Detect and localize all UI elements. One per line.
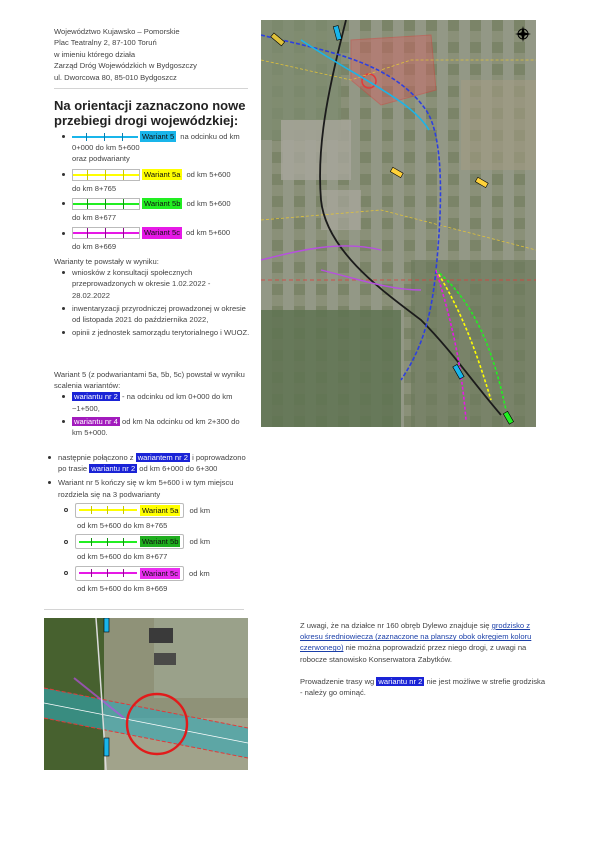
bullet [62, 202, 65, 205]
bullet [62, 232, 65, 235]
variant-label: Wariant 5b [142, 537, 179, 547]
address-line: Zarząd Dróg Wojewódzkich w Bydgoszczy [54, 61, 197, 71]
aerial-map [261, 20, 536, 427]
line-symbol-magenta-icon [75, 566, 184, 581]
list-item [62, 327, 250, 338]
bullet [64, 571, 68, 575]
text: i poprowadzono po trasie [58, 453, 246, 474]
bullet [62, 271, 65, 274]
address-line: w imieniu którego działa [54, 49, 136, 59]
list-item [62, 267, 250, 301]
variant-desc-start: od km [189, 568, 210, 578]
bullet [64, 540, 68, 544]
variant-desc: od km 5+600 [186, 170, 231, 179]
address-line: Województwo Kujawsko – Pomorskie [54, 27, 180, 36]
address-line: ul. Dworcowa 80, 85-010 Bydgoszcz [54, 72, 177, 82]
bullet [62, 307, 65, 310]
grodzisko-link[interactable]: grodzisko z okresu średniowiecza (zaznaczone na planszy obok okręgiem koloru czerwonego) [300, 621, 532, 653]
subvariant-list [64, 503, 248, 594]
list-item-text: opinii z jednostek samorządu terytorialnego i WUOZ. [72, 328, 250, 338]
subvariant-5a [64, 503, 248, 531]
legend-item-wariant-5b [62, 198, 258, 223]
variant-desc: od km 5+600 [186, 228, 231, 238]
text: od km Na odcinku od km 2+300 do km 5+000. [72, 416, 240, 438]
line-symbol-green-icon [72, 198, 140, 210]
highlight-wariant-2: wariantu nr 2 [91, 464, 136, 474]
variant-desc: od km 5+600 do km 8+669 [77, 583, 168, 593]
connection-section [48, 452, 248, 594]
address-line: Plac Teatralny 2, 87-100 Toruń [54, 38, 157, 48]
list-item-text: wniosków z konsultacji społecznych przeprowadzonych w okresie 1.02.2022 - 28.02.2022 [72, 268, 211, 300]
variant-label: Wariant 5c [142, 568, 179, 578]
variant-desc: od km 5+600 do km 8+677 [77, 552, 168, 562]
text: nie można poprowadzić przez niego drogi, z uwagi na robocze stanowisko Konserwatora Zabytków. [300, 643, 527, 664]
merge-section [54, 369, 250, 438]
line-symbol-green-icon [75, 534, 184, 549]
variant-desc: na odcinku od km [180, 132, 240, 141]
bullet [48, 481, 51, 484]
address-block [54, 26, 197, 83]
variant-label: Wariant 5a [144, 170, 181, 179]
origin-section [54, 256, 250, 338]
line-symbol-yellow-icon [75, 503, 184, 518]
highlight-wariant-4: wariantu nr 4 [74, 416, 118, 426]
text: następnie połączono z [58, 453, 134, 462]
list-item-text [58, 452, 248, 474]
variant-legend [62, 131, 258, 252]
page-title: Na orientacji zaznaczono nowe przebiegi drogi wojewódzkiej: [54, 98, 246, 128]
text: Prowadzenie trasy wg [300, 676, 375, 686]
list-item [62, 303, 250, 325]
note-paragraph [300, 620, 548, 665]
list-item-text [72, 416, 250, 438]
subvariant-5c [64, 566, 248, 594]
list-item-text [72, 391, 250, 413]
legend-item-wariant-5c [62, 227, 258, 252]
highlight-wariant-2: wariantu nr 2 [378, 676, 423, 686]
legend-item-wariant-5 [62, 131, 258, 165]
variant-desc: do km 8+669 [72, 242, 117, 252]
divider [54, 88, 248, 89]
variant-desc: 0+000 do km 5+600 [72, 143, 140, 153]
variant-desc-start: od km [189, 537, 211, 547]
bullet [62, 173, 65, 176]
text: Z uwagi, że na działce nr 160 obręb Dylewo znajduje się [300, 621, 490, 630]
merge-intro: Wariant 5 (z podwariantami 5a, 5b, 5c) powstał w wyniku scalenia wariantów: [54, 370, 245, 391]
bullet [64, 508, 68, 512]
bullet [62, 420, 65, 423]
list-item [62, 391, 250, 413]
bullet [48, 456, 51, 459]
line-symbol-magenta-icon [72, 227, 140, 239]
text: - na odcinku od km 0+000 do km ~1+500, [72, 392, 233, 413]
text: nie jest możliwe w strefie grodziska - należy go ominąć. [300, 676, 546, 698]
text: od km 6+000 do 6+300 [139, 464, 218, 474]
bullet [62, 135, 65, 138]
variant-label: Wariant 5 [142, 132, 175, 141]
list-item-text: inwentaryzacji przyrodniczej prowadzonej w okresie od listopada 2021 do października 2022, [72, 303, 246, 325]
line-symbol-blue-icon [72, 133, 138, 141]
highlight-wariant-2: wariantu nr 2 [74, 392, 118, 402]
legend-item-wariant-5a [62, 169, 258, 194]
subvariant-5b [64, 534, 248, 562]
list-item [48, 452, 248, 474]
note-section [300, 620, 548, 698]
detail-map [44, 618, 248, 770]
list-item [62, 416, 250, 438]
variant-label: Wariant 5c [144, 228, 181, 238]
divider [44, 609, 244, 610]
highlight-wariant-2: wariantem nr 2 [137, 453, 188, 462]
variant-label: Wariant 5b [144, 199, 181, 209]
variant-desc: do km 8+765 [72, 183, 117, 193]
list-item [48, 477, 248, 499]
line-symbol-yellow-icon [72, 169, 140, 181]
bullet [62, 331, 65, 334]
bullet [62, 395, 65, 398]
variant-desc: do km 8+677 [72, 212, 117, 222]
note-paragraph [300, 676, 548, 698]
variant-desc-start: od km [189, 505, 211, 515]
list-item-text: Wariant nr 5 kończy się w km 5+600 i w tym miejscu rozdziela się na 3 podwarianty [58, 478, 234, 499]
variant-label: Wariant 5a [142, 505, 179, 515]
variant-desc: od km 5+600 [186, 199, 231, 209]
variant-desc: oraz podwarianty [72, 154, 130, 164]
origin-intro: Warianty te powstały w wyniku: [54, 257, 159, 266]
variant-desc: od km 5+600 do km 8+765 [77, 521, 168, 531]
